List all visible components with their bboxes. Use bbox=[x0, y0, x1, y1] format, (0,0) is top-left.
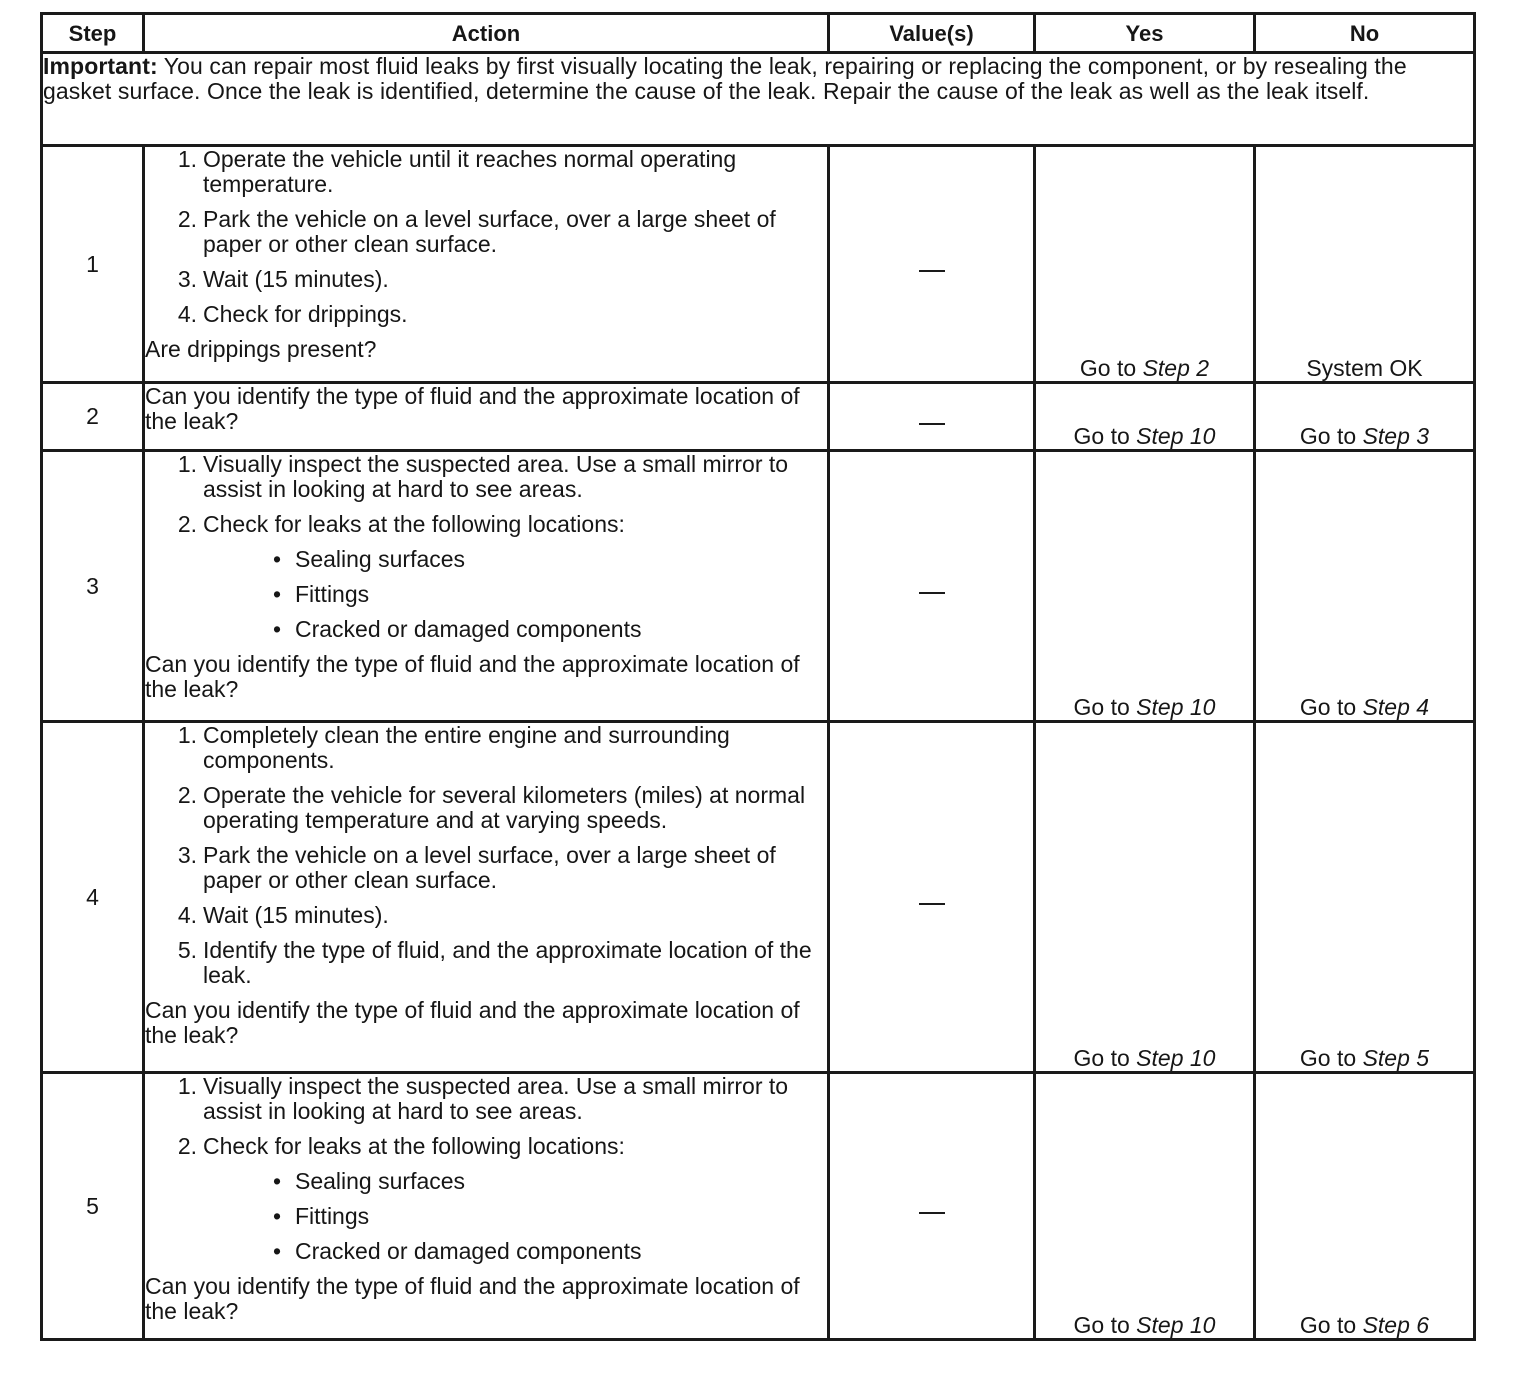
substep-item bbox=[145, 267, 827, 292]
question-text: Can you identify the type of fluid and the approximate location of the leak? bbox=[145, 651, 800, 702]
substep-text: Operate the vehicle until it reaches normal operating temperature. bbox=[203, 146, 737, 197]
yes-target: Step 10 bbox=[1136, 1312, 1216, 1338]
bullet-text: Cracked or damaged components bbox=[295, 1238, 642, 1264]
yes-cell bbox=[1035, 383, 1255, 451]
bullet-text: Cracked or damaged components bbox=[295, 616, 642, 642]
important-note bbox=[42, 53, 1475, 146]
no-target: Step 5 bbox=[1362, 1045, 1430, 1071]
action-cell bbox=[144, 1073, 829, 1340]
bullet-dot: • bbox=[273, 581, 282, 607]
substep-number: 2. bbox=[177, 1133, 197, 1159]
substep-number: 4. bbox=[177, 902, 197, 928]
yes-cell bbox=[1035, 1073, 1255, 1340]
value-cell bbox=[829, 146, 1035, 383]
question-text: Can you identify the type of fluid and the approximate location of the leak? bbox=[145, 997, 800, 1048]
value-dash bbox=[919, 270, 945, 272]
table-body bbox=[42, 53, 1475, 1340]
bullet-dot: • bbox=[273, 616, 282, 642]
yes-target: Step 10 bbox=[1136, 1045, 1216, 1071]
no-prefix: Go to bbox=[1299, 1045, 1357, 1071]
substep-list bbox=[145, 452, 827, 642]
step-number: 3 bbox=[42, 451, 144, 722]
substep-number: 2. bbox=[177, 206, 197, 232]
value-dash bbox=[919, 1212, 945, 1214]
substep-text: Wait (15 minutes). bbox=[203, 902, 389, 928]
important-label: Important: bbox=[43, 53, 158, 79]
yes-prefix: Go to bbox=[1073, 1312, 1130, 1338]
value-dash bbox=[919, 423, 945, 425]
value-cell bbox=[829, 383, 1035, 451]
step-row bbox=[42, 146, 1475, 383]
table-header bbox=[42, 14, 1475, 53]
substep-text: Check for drippings. bbox=[203, 301, 408, 327]
no-prefix: Go to bbox=[1299, 1312, 1357, 1338]
step-row bbox=[42, 1073, 1475, 1340]
diagnostic-page bbox=[40, 12, 1473, 1341]
bullet-dot: • bbox=[273, 1238, 282, 1264]
important-text: You can repair most fluid leaks by first visually locating the leak, repairing or replacing the component, or by resealing the gasket surface. Once the leak is identified, determine the cause of the leak. Repair the cause of the leak as well as the leak itself. bbox=[43, 53, 1407, 104]
substep-number: 1. bbox=[177, 1073, 197, 1099]
substep-item bbox=[145, 723, 827, 773]
yes-cell bbox=[1035, 146, 1255, 383]
yes-target: Step 10 bbox=[1136, 694, 1216, 720]
question-text: Are drippings present? bbox=[145, 336, 377, 362]
no-target: Step 3 bbox=[1362, 423, 1430, 449]
no-cell bbox=[1255, 383, 1475, 451]
substep-item bbox=[145, 938, 827, 988]
no-prefix: Go to bbox=[1299, 423, 1357, 449]
yes-target: Step 2 bbox=[1142, 355, 1210, 381]
substep-item bbox=[145, 512, 827, 642]
no-prefix: Go to bbox=[1299, 694, 1357, 720]
no-cell bbox=[1255, 451, 1475, 722]
substep-number: 4. bbox=[177, 301, 197, 327]
yes-target: Step 10 bbox=[1136, 423, 1216, 449]
step-number: 5 bbox=[42, 1073, 144, 1340]
substep-item bbox=[145, 147, 827, 197]
bullet-text: Fittings bbox=[295, 1203, 370, 1229]
bullet-item bbox=[203, 1169, 827, 1194]
substep-item bbox=[145, 207, 827, 257]
step-row bbox=[42, 722, 1475, 1073]
substep-text: Park the vehicle on a level surface, over a large sheet of paper or other clean surface. bbox=[203, 842, 776, 893]
header-values: Value(s) bbox=[829, 14, 1035, 53]
bullet-list bbox=[203, 547, 827, 642]
header-no: No bbox=[1255, 14, 1475, 53]
bullet-item bbox=[203, 617, 827, 642]
diagnostic-table bbox=[40, 12, 1476, 1341]
substep-text: Check for leaks at the following locations: bbox=[203, 511, 625, 537]
substep-number: 1. bbox=[177, 451, 197, 477]
value-cell bbox=[829, 1073, 1035, 1340]
value-dash bbox=[919, 592, 945, 594]
action-cell bbox=[144, 146, 829, 383]
substep-item bbox=[145, 302, 827, 327]
value-cell bbox=[829, 722, 1035, 1073]
value-dash bbox=[919, 903, 945, 905]
header-yes: Yes bbox=[1035, 14, 1255, 53]
bullet-dot: • bbox=[273, 1203, 282, 1229]
substep-number: 3. bbox=[177, 842, 197, 868]
header-action: Action bbox=[144, 14, 829, 53]
no-prefix: System OK bbox=[1306, 355, 1423, 381]
step-row bbox=[42, 451, 1475, 722]
action-cell bbox=[144, 383, 829, 451]
bullet-list bbox=[203, 1169, 827, 1264]
bullet-item bbox=[203, 1204, 827, 1229]
value-cell bbox=[829, 451, 1035, 722]
no-cell bbox=[1255, 1073, 1475, 1340]
step-row bbox=[42, 383, 1475, 451]
substep-item bbox=[145, 903, 827, 928]
substep-text: Wait (15 minutes). bbox=[203, 266, 389, 292]
bullet-item bbox=[203, 582, 827, 607]
no-target: Step 4 bbox=[1362, 694, 1430, 720]
substep-list bbox=[145, 147, 827, 327]
substep-item bbox=[145, 1134, 827, 1264]
yes-cell bbox=[1035, 451, 1255, 722]
substep-item bbox=[145, 1074, 827, 1124]
substep-text: Operate the vehicle for several kilometers (miles) at normal operating temperature and at varying speeds. bbox=[203, 782, 806, 833]
no-target: Step 6 bbox=[1362, 1312, 1430, 1338]
yes-cell bbox=[1035, 722, 1255, 1073]
substep-number: 2. bbox=[177, 511, 197, 537]
substep-text: Completely clean the entire engine and surrounding components. bbox=[203, 722, 730, 773]
bullet-item bbox=[203, 547, 827, 572]
header-step: Step bbox=[42, 14, 144, 53]
substep-number: 3. bbox=[177, 266, 197, 292]
no-cell bbox=[1255, 146, 1475, 383]
bullet-dot: • bbox=[273, 546, 282, 572]
substep-text: Visually inspect the suspected area. Use a small mirror to assist in looking at hard to see areas. bbox=[203, 1073, 789, 1124]
step-number: 1 bbox=[42, 146, 144, 383]
substep-number: 5. bbox=[177, 937, 197, 963]
substep-text: Park the vehicle on a level surface, over a large sheet of paper or other clean surface. bbox=[203, 206, 776, 257]
substep-item bbox=[145, 783, 827, 833]
action-cell bbox=[144, 722, 829, 1073]
bullet-text: Sealing surfaces bbox=[295, 1168, 466, 1194]
step-number: 4 bbox=[42, 722, 144, 1073]
important-row bbox=[42, 53, 1475, 146]
question-text: Can you identify the type of fluid and the approximate location of the leak? bbox=[145, 1273, 800, 1324]
no-cell bbox=[1255, 722, 1475, 1073]
substep-text: Visually inspect the suspected area. Use a small mirror to assist in looking at hard to see areas. bbox=[203, 451, 789, 502]
step-number: 2 bbox=[42, 383, 144, 451]
substep-number: 1. bbox=[177, 146, 197, 172]
bullet-text: Sealing surfaces bbox=[295, 546, 466, 572]
yes-prefix: Go to bbox=[1079, 355, 1137, 381]
substep-number: 1. bbox=[177, 722, 197, 748]
yes-prefix: Go to bbox=[1073, 1045, 1130, 1071]
substep-item bbox=[145, 843, 827, 893]
bullet-text: Fittings bbox=[295, 581, 370, 607]
bullet-dot: • bbox=[273, 1168, 282, 1194]
substep-text: Check for leaks at the following locations: bbox=[203, 1133, 625, 1159]
bullet-item bbox=[203, 1239, 827, 1264]
yes-prefix: Go to bbox=[1073, 694, 1130, 720]
question-text: Can you identify the type of fluid and the approximate location of the leak? bbox=[145, 383, 800, 434]
action-cell bbox=[144, 451, 829, 722]
substep-text: Identify the type of fluid, and the approximate location of the leak. bbox=[203, 937, 812, 988]
substep-number: 2. bbox=[177, 782, 197, 808]
substep-item bbox=[145, 452, 827, 502]
substep-list bbox=[145, 723, 827, 988]
substep-list bbox=[145, 1074, 827, 1264]
yes-prefix: Go to bbox=[1073, 423, 1130, 449]
